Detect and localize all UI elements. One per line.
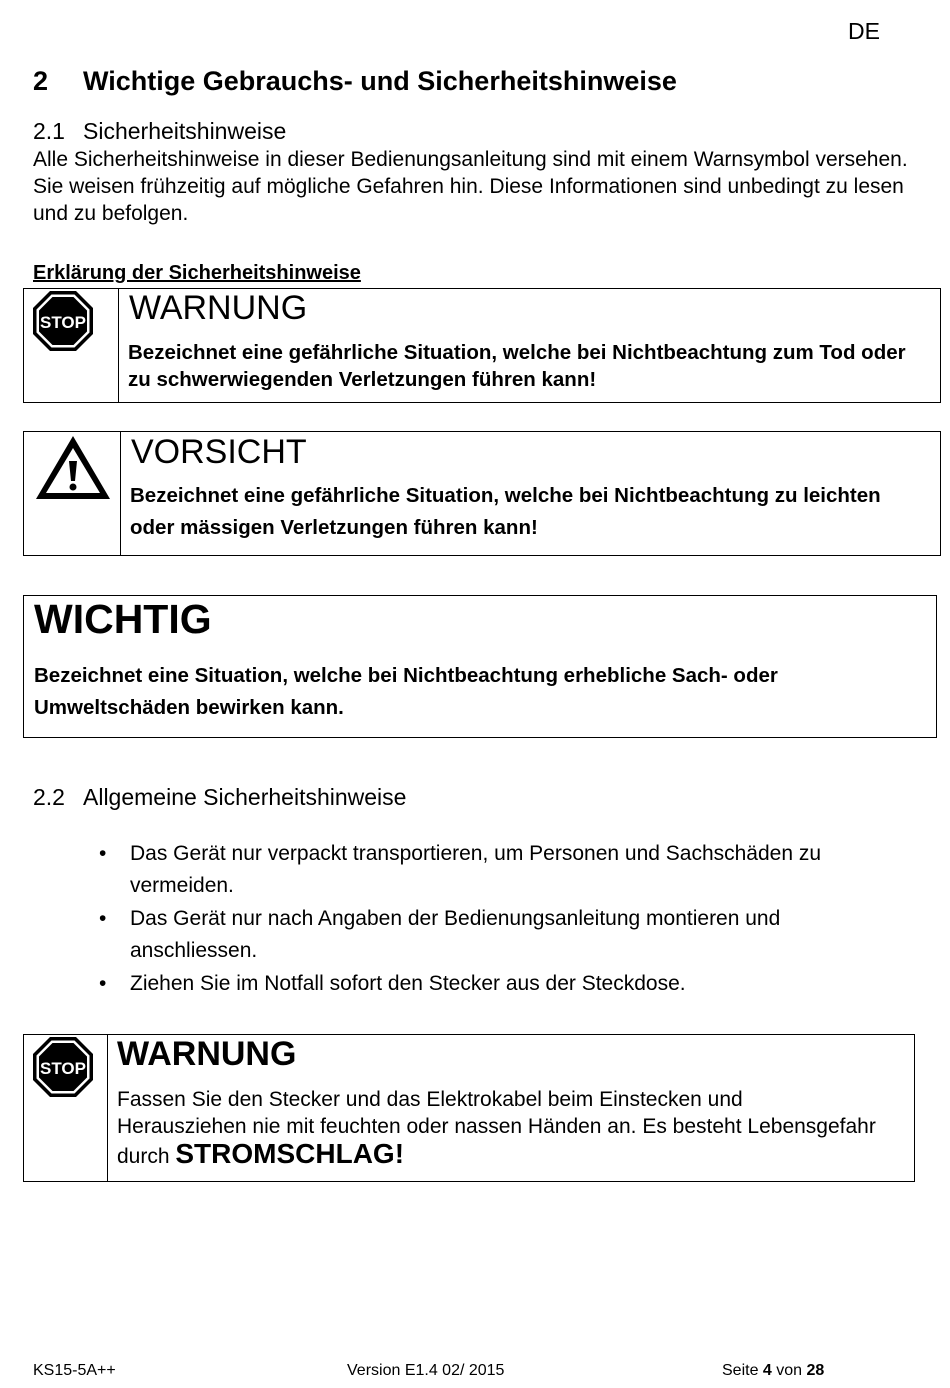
stop-sign-icon — [32, 1036, 94, 1098]
vorsicht-text: Bezeichnet eine gefährliche Situation, welche bei Nichtbeachtung zu leichten oder mässigen Verletzungen führen kann! — [130, 484, 881, 539]
page-current: 4 — [762, 1362, 772, 1379]
stop-sign-text: STOP — [40, 313, 86, 332]
warning-triangle-icon — [34, 433, 112, 501]
section-heading — [33, 66, 677, 97]
stop-sign-icon — [32, 290, 94, 352]
footer-model: KS15-5A++ — [33, 1362, 116, 1379]
list-item: • Das Gerät nur nach Angaben der Bedienungsanleitung montieren und anschliessen. — [99, 903, 899, 966]
wichtig-title: WICHTIG — [34, 596, 212, 642]
subsection-title: Allgemeine Sicherheitshinweise — [83, 784, 407, 810]
vorsicht-title: VORSICHT — [131, 433, 307, 471]
stop-sign-text: STOP — [40, 1059, 86, 1078]
warnung-title: WARNUNG — [117, 1035, 297, 1073]
explanation-heading: Erklärung der Sicherheitshinweise — [33, 262, 361, 284]
section-number: 2 — [33, 66, 49, 96]
warnung-body: Fassen Sie den Stecker und das Elektrokabel beim Einstecken und Herausziehen nie mit feuchten oder nassen Händen an. Es besteht Lebensgefahr durch — [117, 1088, 876, 1168]
warnung-text: Bezeichnet eine gefährliche Situation, welche bei Nichtbeachtung zum Tod oder zu schwerwiegenden Verletzungen führen kann! — [128, 341, 906, 391]
warnung-title: WARNUNG — [129, 289, 308, 327]
language-code: DE — [848, 18, 880, 44]
safety-bullet-list — [99, 838, 899, 1002]
subsection-number: 2.1 — [33, 118, 65, 144]
subsection-number: 2.2 — [33, 784, 65, 810]
warnung-notice-box — [23, 288, 941, 403]
subsection-heading-2-1 — [33, 118, 286, 145]
page-total: 28 — [806, 1362, 825, 1379]
intro-paragraph: Alle Sicherheitshinweise in dieser Bedienungsanleitung sind mit einem Warnsymbol versehen. Sie weisen frühzeitig auf mögliche Gefahren hin. Diese Informationen sind unbedingt zu lesen und zu befolgen. — [33, 148, 908, 225]
list-item: • Das Gerät nur verpackt transportieren, um Personen und Sachschäden zu vermeiden. — [99, 838, 899, 901]
warnung-stromschlag-text — [117, 1086, 877, 1170]
subsection-title: Sicherheitshinweise — [83, 118, 287, 144]
page-prefix: Seite — [722, 1362, 759, 1379]
vorsicht-notice-box — [23, 431, 941, 556]
list-item: • Ziehen Sie im Notfall sofort den Stecker aus der Steckdose. — [99, 968, 899, 1000]
section-title: Wichtige Gebrauchs- und Sicherheitshinweise — [83, 66, 677, 96]
page-of: von — [776, 1362, 803, 1379]
subsection-heading-2-2 — [33, 784, 406, 811]
wichtig-notice-box — [23, 595, 937, 738]
warnung-stromschlag-box — [23, 1034, 915, 1182]
wichtig-text: Bezeichnet eine Situation, welche bei Nichtbeachtung erhebliche Sach- oder Umweltschäden bewirken kann. — [34, 664, 778, 719]
stromschlag-emphasis: STROMSCHLAG! — [175, 1138, 405, 1169]
footer-version: Version E1.4 02/ 2015 — [347, 1362, 505, 1379]
footer-page-number — [722, 1362, 824, 1380]
